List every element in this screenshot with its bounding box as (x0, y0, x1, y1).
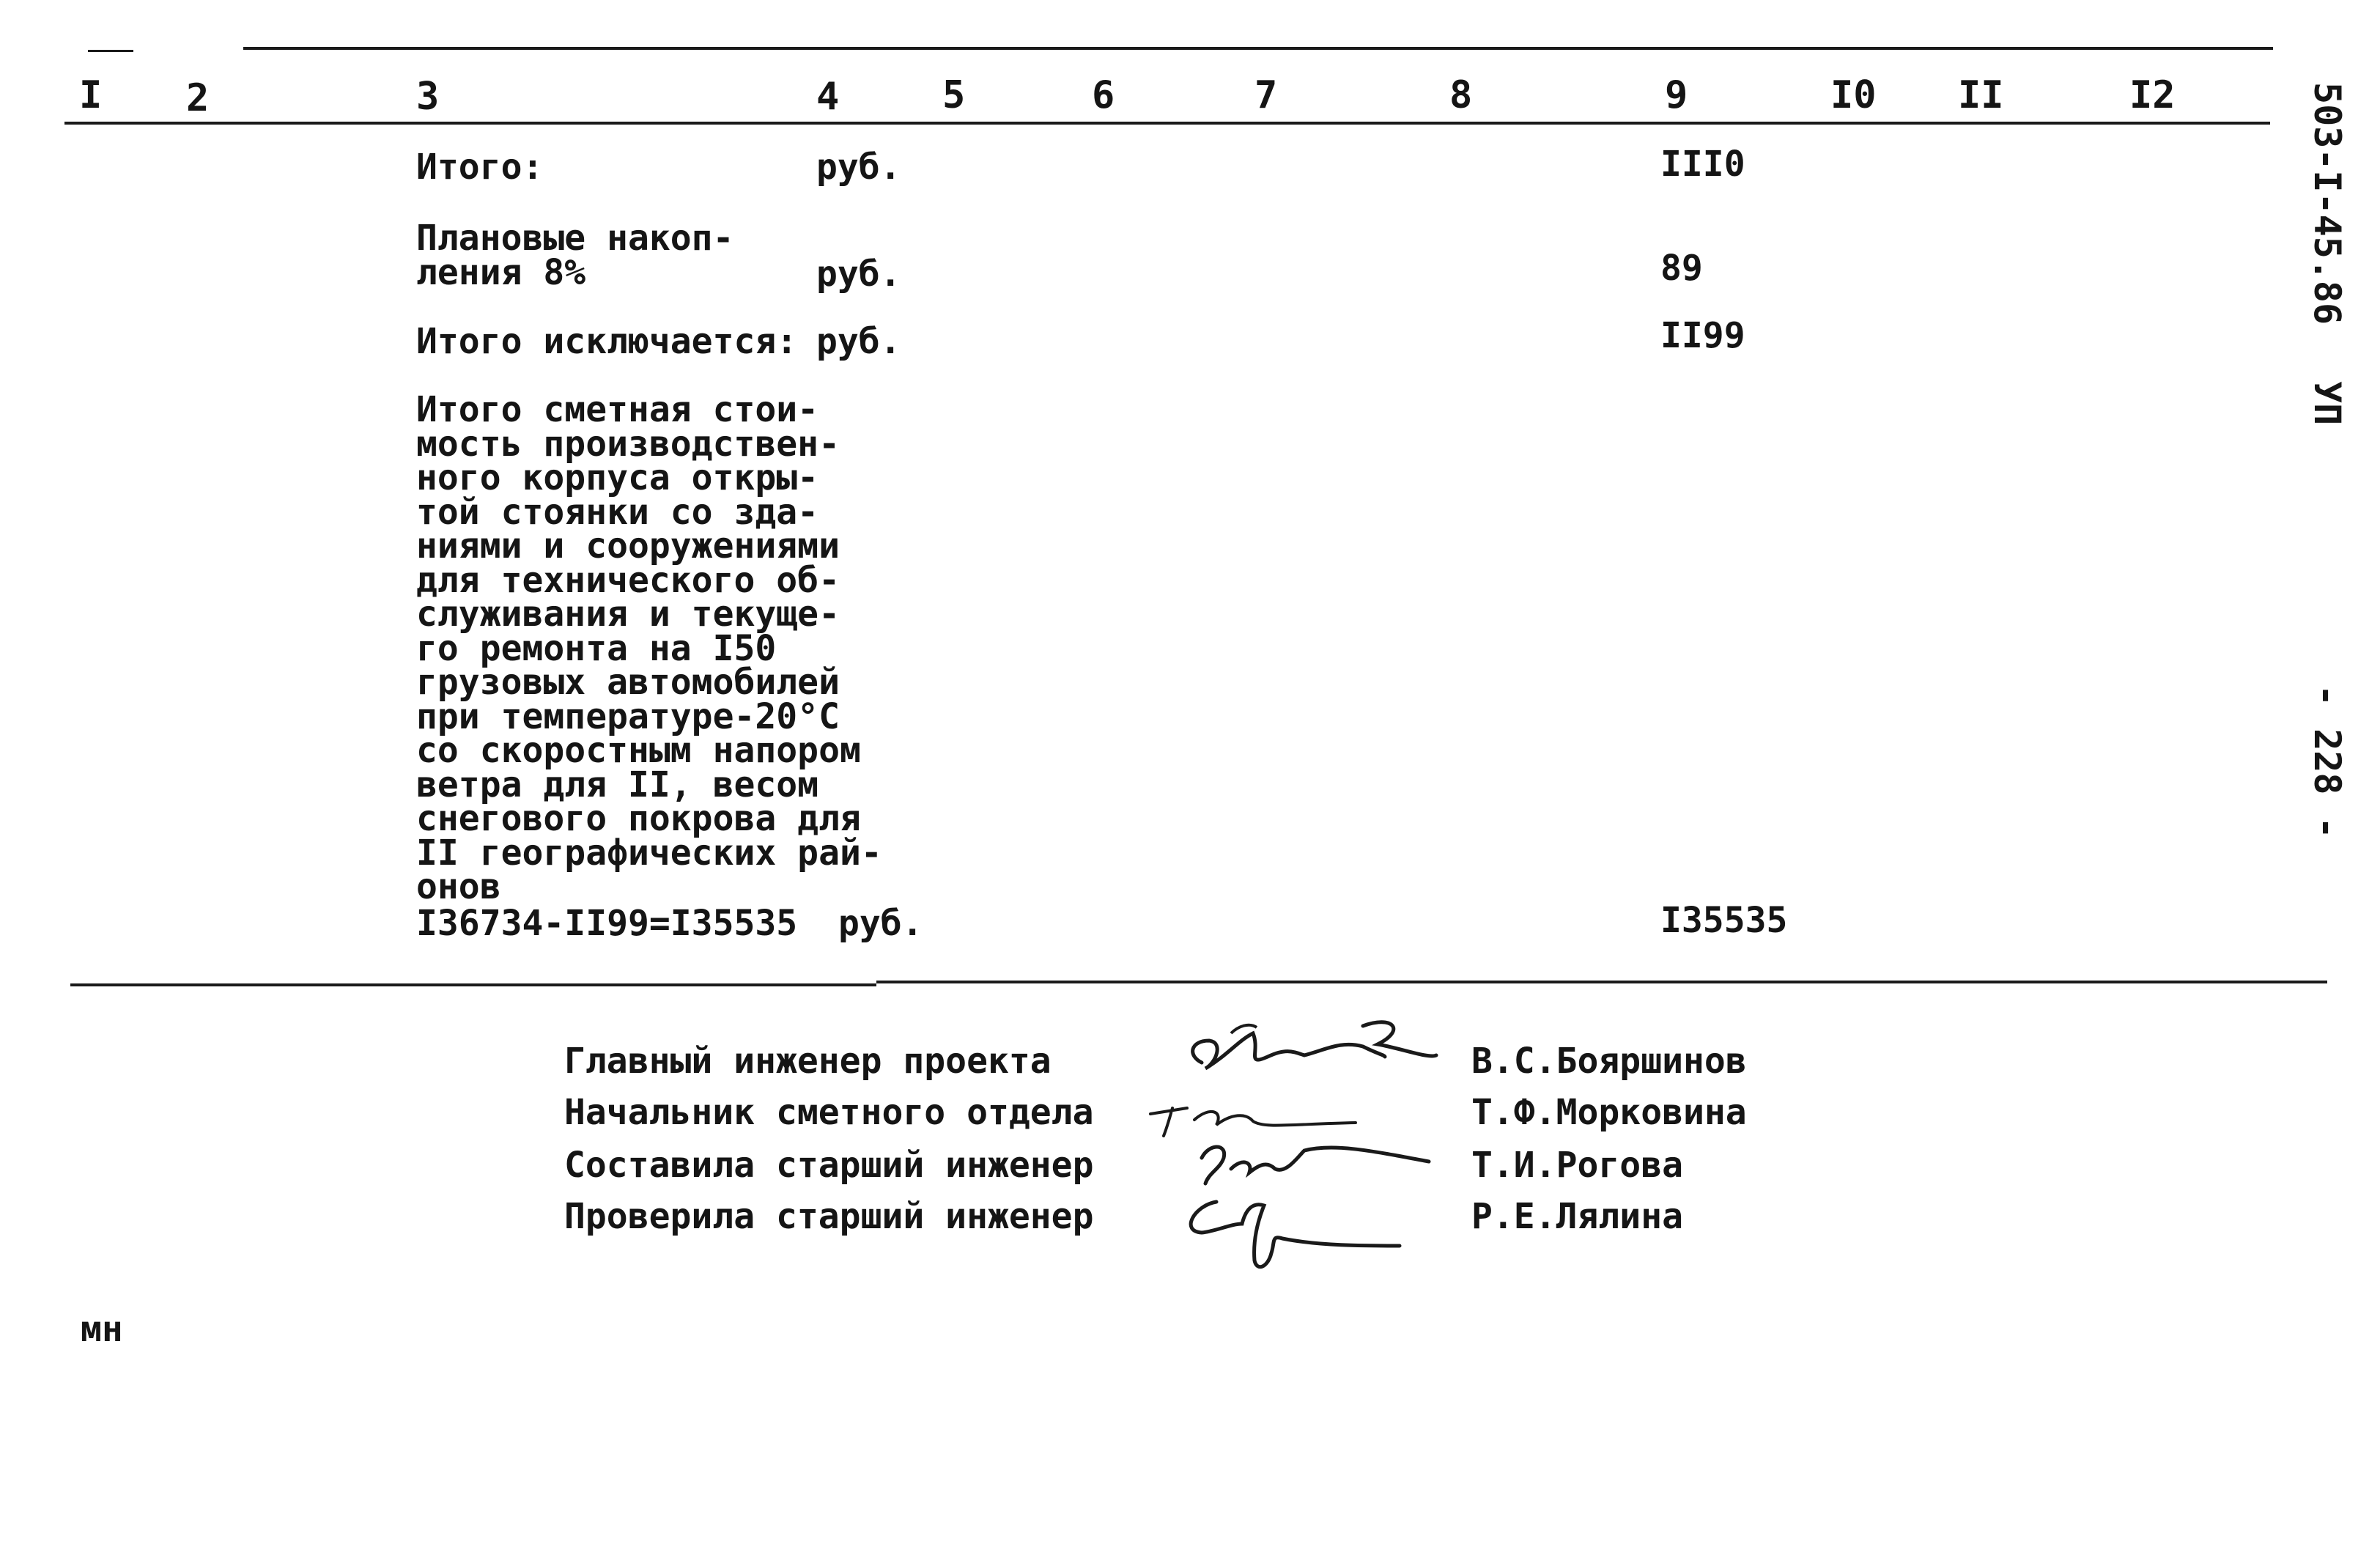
row-excluded-value: II99 (1660, 315, 1745, 356)
row-estimated-cost-unit: руб. (838, 903, 923, 944)
row-excluded-unit: руб. (816, 321, 901, 362)
signature-title-estimate-head: Начальник сметного отдела (564, 1092, 1094, 1133)
col-header-3: 3 (416, 75, 440, 119)
col-header-12: I2 (2129, 73, 2176, 117)
row-planned-savings-label: Плановые накоп- ления 8% (416, 218, 734, 293)
col-header-5: 5 (942, 73, 966, 117)
row-total-label: Итого: (416, 147, 544, 188)
side-album-number: УП (2306, 381, 2348, 426)
handwritten-signature-boyarshinov (1158, 1011, 1451, 1092)
signature-name-boyarshinov: В.С.Бояршинов (1471, 1041, 1747, 1082)
col-header-11: II (1958, 73, 2004, 117)
row-estimated-cost-value: I35535 (1660, 900, 1788, 941)
top-rule-short (88, 50, 133, 52)
col-header-10: I0 (1830, 73, 1877, 117)
col-header-1: I (79, 73, 103, 117)
row-excluded-label: Итого исключается: (416, 321, 798, 362)
col-header-4: 4 (816, 75, 840, 119)
row-estimated-cost-description: Итого сметная стои- мость производствен- ного корпуса откры- той стоянки со зда- ниями и сооружениями для технического об- служивания и текуще- го ремонта на I50 грузовых автомобилей при температуре-20°С со скоростным напором ветра для II, весом снегового покрова для II географических рай- онов (416, 389, 882, 907)
top-rule (243, 47, 2273, 50)
row-total-value: III0 (1660, 144, 1745, 185)
col-header-9: 9 (1665, 73, 1688, 117)
bottom-rule-right (876, 981, 2327, 983)
col-header-2: 2 (186, 76, 210, 120)
side-document-code: 503-I-45.86 (2306, 82, 2348, 325)
col-header-7: 7 (1254, 73, 1278, 117)
row-planned-savings-unit: руб. (816, 254, 901, 295)
row-planned-savings-value: 89 (1660, 248, 1703, 289)
side-page-number: - 228 - (2306, 684, 2348, 839)
bottom-rule-left (70, 983, 876, 986)
handwritten-signature-lyalina (1172, 1180, 1407, 1282)
row-estimated-cost-formula: I36734-II99=I35535 (416, 903, 798, 944)
col-header-6: 6 (1092, 73, 1115, 117)
footer-mark: мн (81, 1309, 123, 1350)
row-total-unit: руб. (816, 147, 901, 188)
header-rule (64, 122, 2270, 125)
signature-name-rogova: Т.И.Рогова (1471, 1145, 1683, 1186)
signature-name-lyalina: Р.Е.Лялина (1471, 1196, 1683, 1237)
signature-title-compiler: Составила старший инженер (564, 1145, 1094, 1186)
signature-name-morkovina: Т.Ф.Морковина (1471, 1092, 1747, 1133)
signature-title-checker: Проверила старший инженер (564, 1196, 1094, 1237)
signature-title-chief-engineer: Главный инженер проекта (564, 1041, 1052, 1082)
col-header-8: 8 (1449, 73, 1473, 117)
